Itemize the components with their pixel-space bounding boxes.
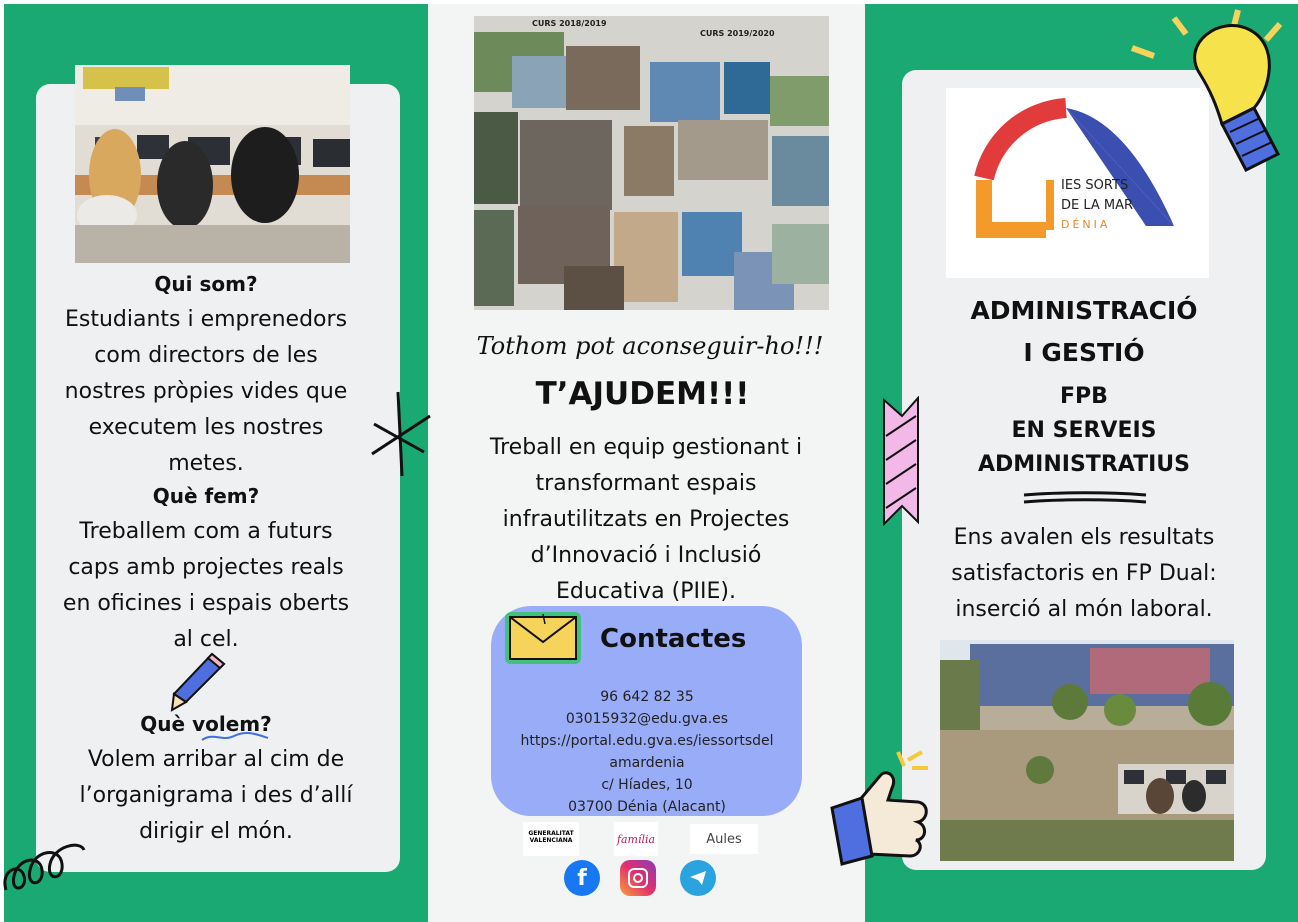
star-doodle-icon xyxy=(368,390,432,480)
facebook-icon[interactable]: f xyxy=(564,860,600,896)
contacts-details xyxy=(510,686,784,818)
right-body: Ens avalen els resultats satisfactoris en FP Dual: inserció al món laboral. xyxy=(951,525,1217,622)
contact-url-continued[interactable]: amardenia xyxy=(609,755,685,771)
want-body: Volem arribar al cim de l’organigrama i des d’allí dirigir el món. xyxy=(79,747,353,844)
spiral-doodle-icon xyxy=(0,810,90,900)
ribbon-doodle-icon xyxy=(882,396,922,526)
contact-email[interactable]: 03015932@edu.gva.es xyxy=(565,711,729,727)
title-line1: ADMINISTRACIÓ xyxy=(970,296,1198,325)
who-body: Estudiants i emprenedors com directors de les nostres pròpies vides que executem les nostres metes. xyxy=(64,307,348,476)
envelope-icon xyxy=(503,610,583,666)
classroom-photo xyxy=(75,65,350,263)
lightbulb-icon xyxy=(1130,4,1298,184)
what-heading: Què fem? xyxy=(152,484,260,508)
subtitle-fpb: FPB xyxy=(1060,384,1108,409)
pencil-icon xyxy=(168,650,228,714)
school-logo-line1: IES SORTS xyxy=(1061,178,1129,193)
familia-logo xyxy=(614,822,658,856)
collage-header-2018: CURS 2018/2019 xyxy=(532,19,607,28)
middle-body: Treball en equip gestionant i transformant espais infrautilitzats en Projectes d’Innovació i Inclusió Educativa (PIIE). xyxy=(489,435,803,604)
activities-collage-photo xyxy=(474,16,829,310)
what-body: Treballem com a futurs caps amb projectes reals en oficines i espais oberts al cel. xyxy=(62,519,350,652)
gva-logo-line2: VALENCIANA xyxy=(529,837,573,844)
gva-logo xyxy=(523,822,579,856)
contact-phone[interactable]: 96 642 82 35 xyxy=(600,689,694,705)
telegram-icon[interactable] xyxy=(680,860,716,896)
school-building-photo xyxy=(940,640,1234,861)
gva-logo-line1: GENERALITAT xyxy=(528,830,574,837)
instagram-icon[interactable] xyxy=(620,860,656,896)
double-underline-icon xyxy=(1020,490,1150,506)
title-line2: I GESTIÓ xyxy=(1023,338,1145,367)
school-logo-line3: DÉNIA xyxy=(1061,218,1111,231)
subtitle-en-serveis: EN SERVEIS xyxy=(1011,418,1157,443)
contact-url[interactable]: https://portal.edu.gva.es/iessortsdel xyxy=(520,733,774,749)
want-heading: Què volem? xyxy=(140,712,272,736)
contacts-title: Contactes xyxy=(600,624,747,654)
aules-logo-text: Aules xyxy=(706,831,742,847)
headline: T’AJUDEM!!! xyxy=(535,376,750,412)
familia-logo-text: família xyxy=(616,832,656,846)
contact-address: c/ Híades, 10 xyxy=(601,777,693,793)
tagline: Tothom pot aconseguir-ho!!! xyxy=(476,332,824,360)
thumbs-up-icon xyxy=(828,746,938,866)
aules-logo xyxy=(690,824,758,854)
who-heading: Qui som? xyxy=(154,272,258,296)
collage-header-2019: CURS 2019/2020 xyxy=(700,29,775,38)
school-logo-line2: DE LA MAR xyxy=(1061,198,1134,213)
subtitle-administratius: ADMINISTRATIUS xyxy=(978,452,1190,477)
contact-city: 03700 Dénia (Alacant) xyxy=(568,799,726,815)
